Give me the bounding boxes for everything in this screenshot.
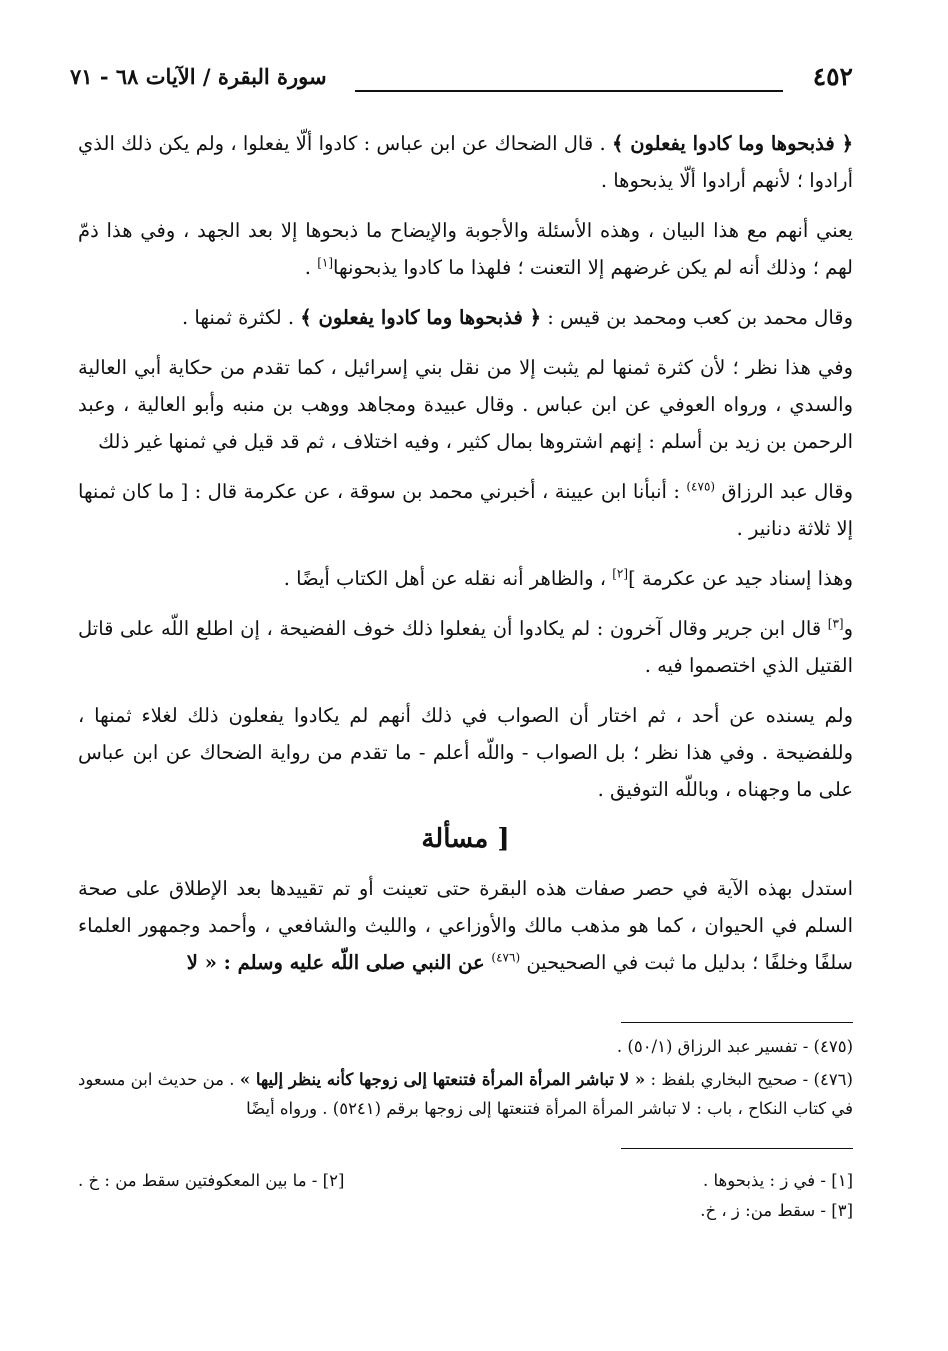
paragraph-2: [78, 212, 853, 286]
paragraph-lead: وهذا إسناد جيد عن عكرمة ]: [628, 567, 853, 590]
paragraph-lead: وقال عبد الرزاق: [715, 480, 853, 503]
page-header: [70, 62, 853, 102]
paragraph-5: [78, 473, 853, 547]
note-3: [٣] - سقط من: ز ، خ.: [700, 1201, 853, 1220]
main-text: [78, 125, 853, 994]
note-ref: [٢]: [612, 566, 629, 581]
paragraph-text: . لكثرة ثمنها .: [182, 306, 301, 329]
paragraph-lead: و: [843, 617, 853, 640]
paragraph-text: . قال الضحاك عن ابن عباس : كادوا ألّا يفعلوا ، ولم يكن ذلك الذي أرادوا ؛ لأنهم أرادوا ألّا يذبحوها .: [78, 132, 853, 192]
note-2: [٢] - ما بين المعكوفتين سقط من : خ .: [78, 1171, 345, 1190]
footnote-lead: (٤٧٦) - صحيح البخاري بلفظ :: [645, 1070, 853, 1089]
footnote-divider: [621, 1022, 853, 1023]
footnotes: [78, 1032, 853, 1127]
paragraph-6: [78, 560, 853, 597]
paragraph-8: [78, 697, 853, 808]
manuscript-notes: [78, 1166, 853, 1226]
paragraph-text: ، والظاهر أنه نقله عن أهل الكتاب أيضًا .: [283, 567, 613, 590]
header-rule: [355, 90, 783, 92]
notes-row: [78, 1196, 853, 1226]
paragraph-tail: عن النبي صلى اللّه عليه وسلم : « لا: [186, 951, 492, 974]
note-1: [١] - في ز : يذبحوها .: [703, 1171, 853, 1190]
paragraph-text: يعني أنهم مع هذا البيان ، وهذه الأسئلة والأجوبة والإيضاح ما ذبحوها إلا بعد الجهد ، وفي هذا ذمّ لهم ؛ وذلك أنه لم يكن غرضهم إلا التعنت ؛ فلهذا ما كادوا يذبحونها: [78, 219, 853, 279]
paragraph-text: وفي هذا نظر ؛ لأن كثرة ثمنها لم يثبت إلا من نقل بني إسرائيل ، كما تقدم من حكاية أبي العالية والسدي ، ورواه العوفي عن ابن عباس . وقال عبيدة ومجاهد ووهب بن منبه وأبو العالية ، وعبد الرحمن بن زيد بن أسلم : إنهم اشتروها بمال كثير ، وفيه اختلاف ، ثم قد قيل في ثمنها غير ذلك: [78, 356, 853, 453]
quran-quote: ﴿ فذبحوها وما كادوا يفعلون ﴾: [300, 306, 542, 329]
footnote-475: (٤٧٥) - تفسير عبد الرزاق (٥٠/١) .: [616, 1037, 853, 1056]
paragraph-3: [78, 299, 853, 336]
paragraph-7: [78, 610, 853, 684]
paragraph-text: : أنبأنا ابن عيينة ، أخبرني محمد بن سوقة ، عن عكرمة قال : [ ما كان ثمنها إلا ثلاثة دنانير .: [78, 480, 853, 540]
paragraph-text: قال ابن جرير وقال آخرون : لم يكادوا أن يفعلوا ذلك خوف الفضيحة ، إن اطلع اللّه على قاتل القتيل الذي اختصموا فيه .: [78, 617, 853, 677]
notes-divider: [621, 1148, 853, 1149]
surah-title: سورة البقرة / الآيات ٦٨ - ٧١: [70, 64, 327, 89]
paragraph-text: استدل بهذه الآية في حصر صفات هذه البقرة حتى تعينت أو تم تقييدها بعد الإطلاق على صحة السلم في الحيوان ، كما هو مذهب مالك والأوزاعي ، والليث والشافعي ، وأحمد وجمهور العلماء سلفًا وخلفًا ؛ بدليل ما ثبت في الصحيحين: [78, 877, 853, 974]
note-ref: [١]: [317, 255, 334, 270]
page-number: ٤٥٢: [812, 62, 853, 91]
section-heading: [ مسألة: [421, 824, 510, 854]
notes-row: [78, 1166, 853, 1196]
paragraph-1: [78, 125, 853, 199]
note-ref: [٣]: [827, 616, 844, 631]
paragraph-text: ولم يسنده عن أحد ، ثم اختار أن الصواب في ذلك أنهم لم يكادوا يفعلون ذلك لغلاء ثمنها ، وللفضيحة . وفي هذا نظر ؛ بل الصواب - واللّه أعلم - ما تقدم من رواية الضحاك عن ابن عباس على ما وجهناه ، وباللّه التوفيق .: [78, 704, 853, 801]
quran-quote: ﴿ فذبحوها وما كادوا يفعلون ﴾: [611, 132, 854, 155]
footnote-text: . من حديث ابن مسعود في كتاب النكاح ، باب : لا تباشر المرأة المرأة فتنعتها إلى زوجها برقم (٥٢٤١) . ورواه أيضًا: [78, 1070, 853, 1118]
footnote-476: [78, 1065, 853, 1123]
footnote-ref: (٤٧٦): [491, 950, 521, 965]
footnote-ref: (٤٧٥): [686, 479, 716, 494]
paragraph-lead: وقال محمد بن كعب ومحمد بن قيس :: [541, 306, 853, 329]
paragraph-tail: .: [304, 256, 318, 279]
paragraph-9: [78, 870, 853, 981]
paragraph-4: [78, 349, 853, 460]
hadith-quote: « لا تباشر المرأة المرأة فتنعتها إلى زوجها كأنه ينظر إليها »: [239, 1070, 646, 1089]
